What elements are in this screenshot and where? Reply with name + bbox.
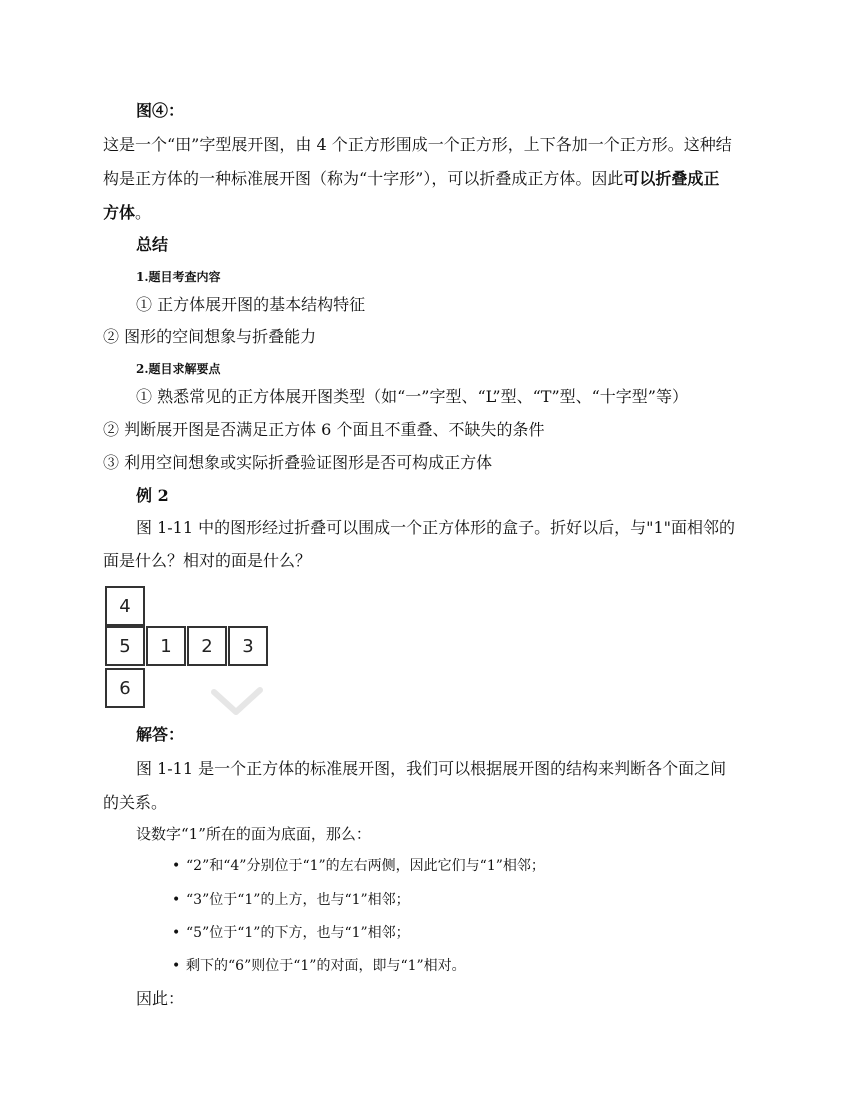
fig4-paragraph-text: 构是正方体的一种标准展开图（称为“十字形”），可以折叠成正方体。因此	[103, 169, 624, 188]
summary-heading: 总结	[136, 235, 169, 254]
answer-assumption: 设数字“1”所在的面为底面，那么：	[136, 825, 371, 843]
summary-section2-title: 2.题目求解要点	[136, 362, 221, 376]
answer-line-2: 的关系。	[103, 793, 168, 812]
summary-section1-item: ② 图形的空间想象与折叠能力	[103, 327, 317, 346]
fig4-paragraph-line-1: 这是一个“田”字型展开图，由 4 个正方形围成一个正方形，上下各加一个正方形。这种结	[103, 135, 732, 154]
fig4-paragraph-line-3	[103, 202, 151, 224]
answer-bullet-text: “3”位于“1”的上方，也与“1”相邻；	[186, 892, 410, 908]
net-cell: 2	[187, 626, 227, 666]
summary-section2-item: ② 判断展开图是否满足正方体 6 个面且不重叠、不缺失的条件	[103, 420, 545, 439]
net-cell: 1	[146, 626, 186, 666]
net-cell: 5	[105, 626, 145, 666]
bullet-dot-icon: •	[172, 892, 181, 908]
summary-section1-item: ① 正方体展开图的基本结构特征	[136, 295, 366, 314]
net-cell: 3	[228, 626, 268, 666]
fig4-conclusion-bold-cont: 方体	[103, 203, 136, 222]
bullet-dot-icon: •	[172, 958, 181, 974]
net-cell: 4	[105, 586, 145, 626]
summary-section2-item: ③ 利用空间想象或实际折叠验证图形是否可构成正方体	[103, 453, 493, 472]
summary-section1-title: 1.题目考查内容	[136, 270, 221, 284]
answer-therefore: 因此：	[136, 989, 185, 1008]
answer-bullet-text: 剩下的“6”则位于“1”的对面，即与“1”相对。	[186, 958, 466, 974]
example2-question-line-2: 面是什么？相对的面是什么？	[103, 551, 312, 570]
answer-bullet	[172, 890, 410, 910]
answer-bullet	[172, 856, 545, 876]
answer-line-1: 图 1-11 是一个正方体的标准展开图，我们可以根据展开图的结构来判断各个面之间	[136, 759, 727, 778]
summary-section2-item: ① 熟悉常见的正方体展开图类型（如“一”字型、“L”型、“T”型、“十字型”等）	[136, 387, 688, 406]
fig4-period: 。	[135, 203, 152, 222]
example2-question-line-1: 图 1-11 中的图形经过折叠可以围成一个正方体形的盒子。折好以后，与"1"面相邻的	[136, 518, 736, 537]
fig4-paragraph-line-2	[103, 168, 719, 190]
checkmark-watermark-icon	[210, 686, 264, 716]
bullet-dot-icon: •	[172, 858, 181, 874]
answer-heading: 解答：	[136, 725, 185, 744]
answer-bullet	[172, 923, 410, 943]
fig4-heading: 图④：	[136, 101, 185, 120]
answer-bullet	[172, 956, 466, 976]
bullet-dot-icon: •	[172, 925, 181, 941]
answer-bullet-text: “2”和“4”分别位于“1”的左右两侧，因此它们与“1”相邻；	[186, 858, 545, 874]
example2-heading: 例 2	[136, 486, 169, 505]
fig4-conclusion-bold: 可以折叠成正	[623, 169, 720, 188]
answer-bullet-text: “5”位于“1”的下方，也与“1”相邻；	[186, 925, 410, 941]
net-cell: 6	[105, 668, 145, 708]
